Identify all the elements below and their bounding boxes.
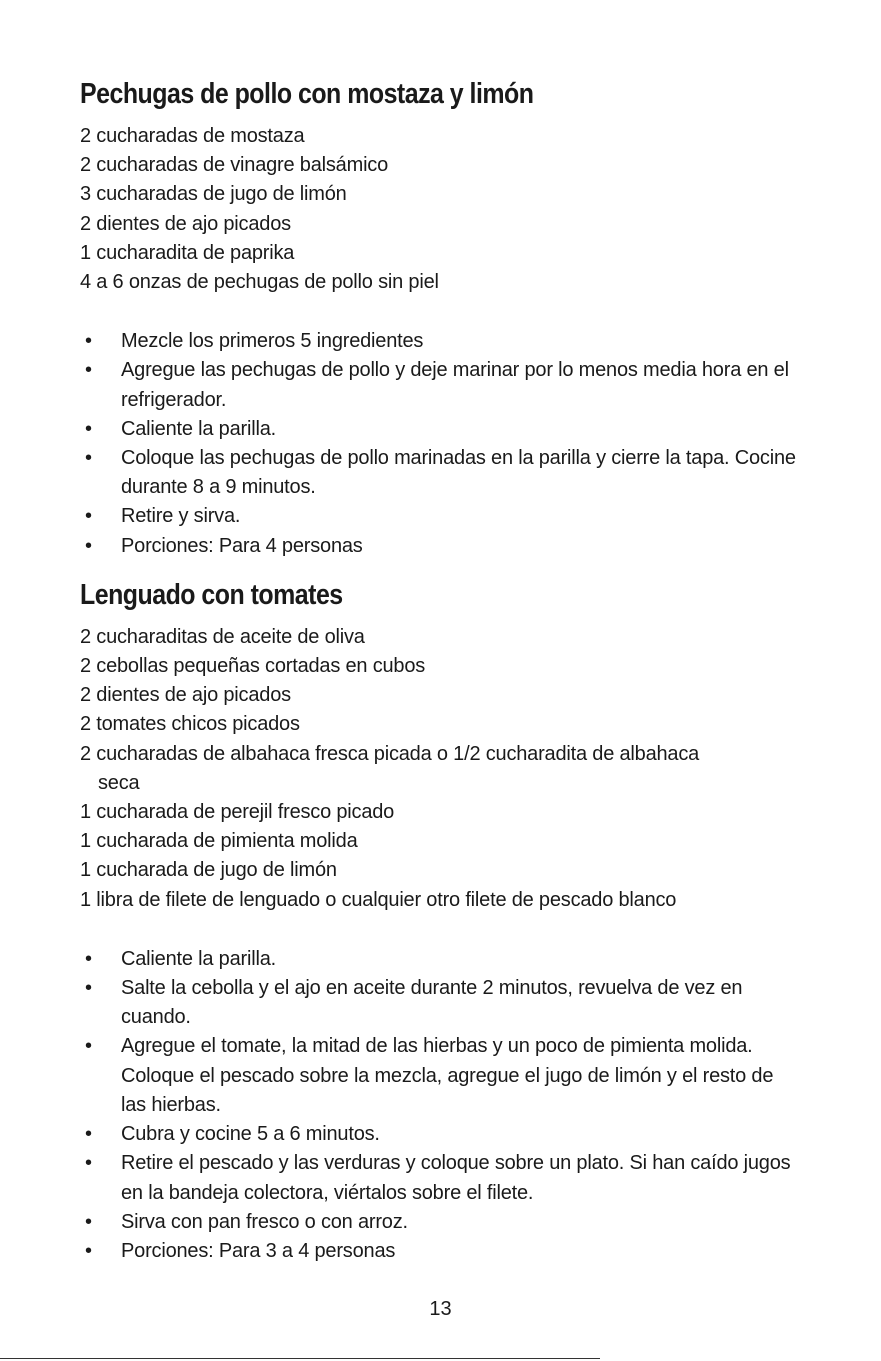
step-item [80, 356, 801, 414]
ingredient-item: 1 cucharada de pimienta molida [80, 830, 358, 853]
ingredient-item: 4 a 6 onzas de pechugas de pollo sin piel [80, 271, 439, 294]
step-item [80, 444, 801, 502]
section-spacer [80, 561, 840, 575]
bullet-icon: • [85, 947, 92, 970]
ingredient-item: 1 cucharada de jugo de limón [80, 859, 337, 882]
step-item [80, 532, 801, 561]
step-item [80, 415, 801, 444]
ingredient-item: 2 dientes de ajo picados [80, 684, 291, 707]
ingredient-list [80, 122, 840, 297]
recipe-chicken [80, 74, 840, 561]
step-text: Caliente la parilla. [121, 947, 276, 970]
recipe-title: Lenguado con tomates [80, 578, 343, 611]
bullet-icon: • [85, 1239, 92, 1262]
bullet-icon: • [85, 534, 92, 557]
step-text: Caliente la parilla. [121, 417, 276, 440]
recipe-sole [80, 575, 840, 1266]
step-text: Porciones: Para 3 a 4 personas [121, 1239, 396, 1262]
step-item [80, 1149, 801, 1207]
bullet-icon: • [85, 505, 92, 528]
bullet-icon: • [85, 1123, 92, 1146]
step-item [80, 1208, 801, 1237]
step-item [80, 974, 801, 1032]
step-text: Retire y sirva. [121, 505, 241, 528]
bottom-rule [0, 1358, 600, 1359]
bullet-icon: • [85, 1210, 92, 1233]
step-item [80, 1032, 801, 1120]
page-number: 13 [429, 1298, 452, 1320]
ingredient-item: 3 cucharadas de jugo de limón [80, 183, 347, 206]
step-item [80, 327, 801, 356]
ingredient-item: 2 cucharaditas de aceite de oliva [80, 625, 365, 648]
step-text: Porciones: Para 4 personas [121, 534, 363, 557]
ingredient-item: 1 cucharadita de paprika [80, 241, 295, 264]
bullet-icon: • [85, 330, 92, 353]
step-text: Cubra y cocine 5 a 6 minutos. [121, 1123, 380, 1146]
step-text: Agregue el tomate, la mitad de las hierbas y un poco de pimienta molida. Coloque el pescado sobre la mezcla, agregue el jugo de limón y el resto de las hierbas. [121, 1035, 774, 1116]
step-item [80, 1120, 801, 1149]
bullet-icon: • [85, 417, 92, 440]
ingredient-item: 2 cucharadas de mostaza [80, 125, 305, 147]
step-item [80, 945, 801, 974]
step-text: Agregue las pechugas de pollo y deje marinar por lo menos media hora en el refrigerador. [121, 359, 789, 411]
bullet-icon: • [85, 1035, 92, 1058]
step-item [80, 502, 801, 531]
ingredient-item: 1 cucharada de perejil fresco picado [80, 801, 395, 824]
ingredient-item: 2 cucharadas de vinagre balsámico [80, 154, 389, 177]
step-text: Coloque las pechugas de pollo marinadas en la parilla y cierre la tapa. Cocine durante 8 a 9 minutos. [121, 447, 796, 499]
step-list [80, 945, 840, 1266]
step-text: Sirva con pan fresco o con arroz. [121, 1210, 408, 1233]
ingredient-item: 2 cebollas pequeñas cortadas en cubos [80, 655, 426, 678]
bullet-icon: • [85, 1152, 92, 1175]
recipe-title: Pechugas de pollo con mostaza y limón [80, 78, 534, 110]
step-list [80, 327, 840, 561]
bullet-icon: • [85, 359, 92, 382]
step-item [80, 1237, 801, 1266]
page-content [80, 74, 840, 1266]
ingredient-list [80, 623, 840, 915]
ingredient-item: 2 tomates chicos picados [80, 713, 300, 736]
ingredient-item: 2 dientes de ajo picados [80, 212, 291, 235]
bullet-icon: • [85, 977, 92, 1000]
step-text: Retire el pescado y las verduras y coloque sobre un plato. Si han caído jugos en la bandeja colectora, viértalos sobre el filete. [121, 1152, 791, 1204]
step-text: Salte la cebolla y el ajo en aceite durante 2 minutos, revuelva de vez en cuando. [121, 977, 743, 1029]
step-text: Mezcle los primeros 5 ingredientes [121, 330, 424, 353]
bullet-icon: • [85, 447, 92, 470]
ingredient-item: 1 libra de filete de lenguado o cualquier otro filete de pescado blanco [80, 888, 677, 911]
ingredient-item: 2 cucharadas de albahaca fresca picada o 1/2 cucharadita de albahaca seca [80, 742, 700, 794]
